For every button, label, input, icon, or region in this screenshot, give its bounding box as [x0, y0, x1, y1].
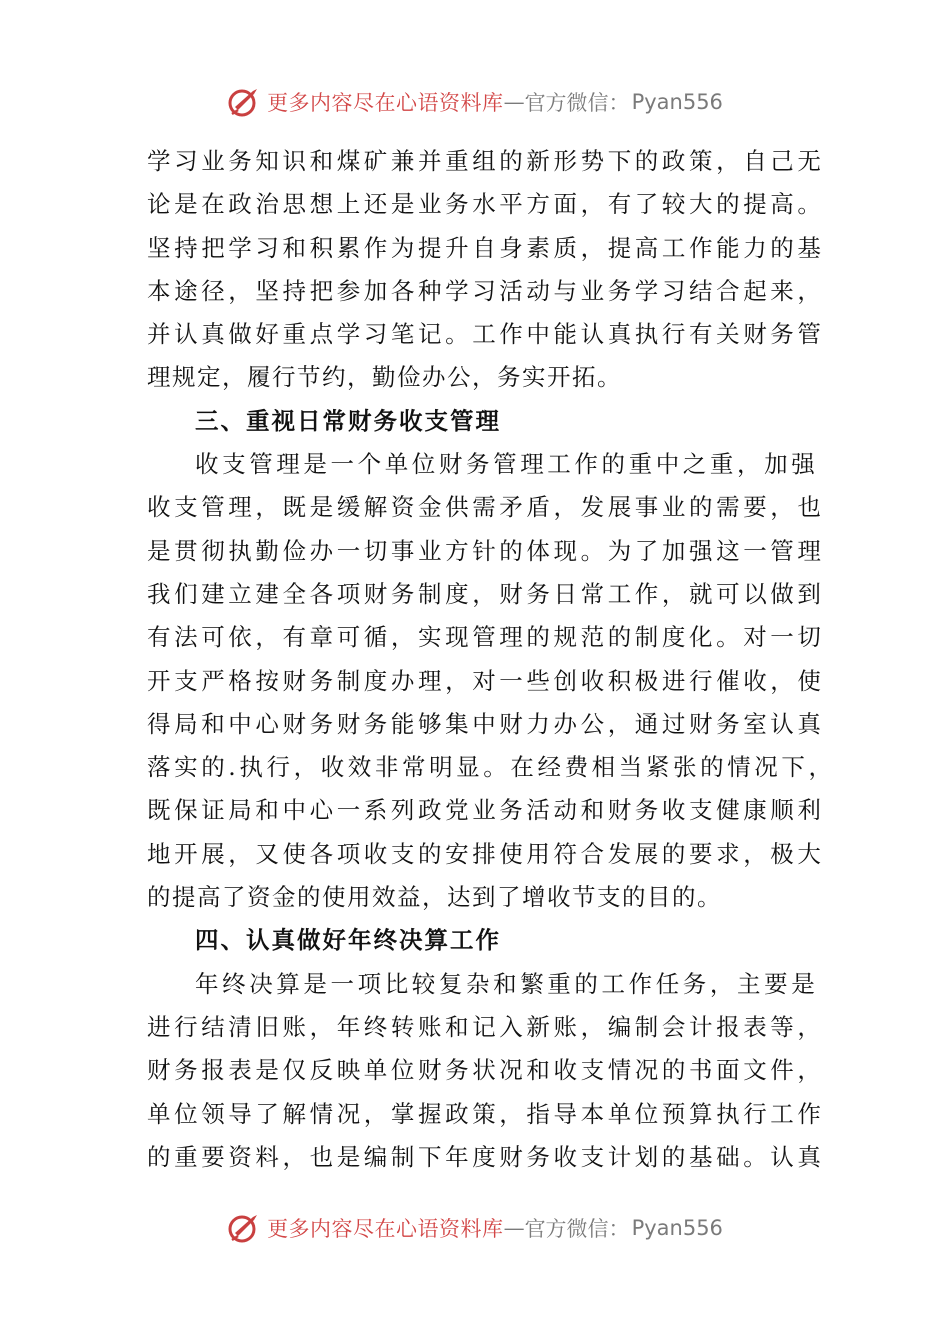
text-line: 进行结清旧账，年终转账和记入新账，编制会计报表等，	[147, 1012, 825, 1041]
text-line: 的提高了资金的使用效益，达到了增收节支的目的。	[147, 883, 722, 912]
text-line: 论是在政治思想上还是业务水平方面，有了较大的提高。	[147, 190, 825, 219]
banner-official-label: 官方微信：	[524, 91, 630, 115]
text-line: 开支严格按财务制度办理，对一些创收积极进行催收，使	[147, 666, 825, 695]
banner-dash: —	[503, 90, 525, 114]
text-line: 我们建立建全各项财务制度，财务日常工作，就可以做到	[147, 579, 825, 608]
text-line: 的重要资料，也是编制下年度财务收支计划的基础。认真	[147, 1142, 825, 1171]
banner-dash: —	[503, 1216, 525, 1240]
quill-logo-icon	[227, 1211, 261, 1245]
text-line: 落实的.执行，收效非常明显。在经费相当紧张的情况下，	[147, 753, 836, 782]
text-line: 并认真做好重点学习笔记。工作中能认真执行有关财务管	[147, 320, 825, 349]
section-heading: 四、认真做好年终决算工作	[195, 926, 501, 955]
text-line: 地开展，又使各项收支的安排使用符合发展的要求，极大	[147, 839, 825, 868]
text-line: 财务报表是仅反映单位财务状况和收支情况的书面文件，	[147, 1056, 825, 1085]
paragraph-first-line: 收支管理是一个单位财务管理工作的重中之重，加强	[195, 450, 819, 479]
text-line: 坚持把学习和积累作为提升自身素质，提高工作能力的基	[147, 233, 825, 262]
header-banner	[0, 82, 950, 122]
banner-brand-text: 更多内容尽在心语资料库	[267, 1217, 504, 1241]
banner-official-label: 官方微信：	[524, 1217, 630, 1241]
text-line: 本途径，坚持把参加各种学习活动与业务学习结合起来，	[147, 276, 825, 305]
text-line: 单位领导了解情况，掌握政策，指导本单位预算执行工作	[147, 1099, 825, 1128]
text-line: 是贯彻执勤俭办一切事业方针的体现。为了加强这一管理	[147, 536, 825, 565]
quill-logo-icon	[227, 85, 261, 119]
text-line: 学习业务知识和煤矿兼并重组的新形势下的政策，自己无	[147, 147, 825, 175]
banner-wechat-id: Pyan556	[631, 90, 723, 114]
text-line: 有法可依，有章可循，实现管理的规范的制度化。对一切	[147, 623, 825, 652]
text-line: 既保证局和中心一系列政党业务活动和财务收支健康顺利	[147, 796, 825, 825]
banner-brand-text: 更多内容尽在心语资料库	[267, 91, 504, 115]
paragraph-first-line: 年终决算是一项比较复杂和繁重的工作任务，主要是	[195, 969, 819, 998]
banner-wechat-id: Pyan556	[631, 1216, 723, 1240]
footer-banner	[0, 1208, 950, 1248]
section-heading: 三、重视日常财务收支管理	[195, 406, 501, 435]
text-line: 理规定，履行节约，勤俭办公，务实开拓。	[147, 363, 622, 392]
document-body	[147, 140, 836, 1179]
text-line: 收支管理，既是缓解资金供需矛盾，发展事业的需要，也	[147, 493, 825, 522]
text-line: 得局和中心财务财务能够集中财力办公，通过财务室认真	[147, 709, 825, 738]
